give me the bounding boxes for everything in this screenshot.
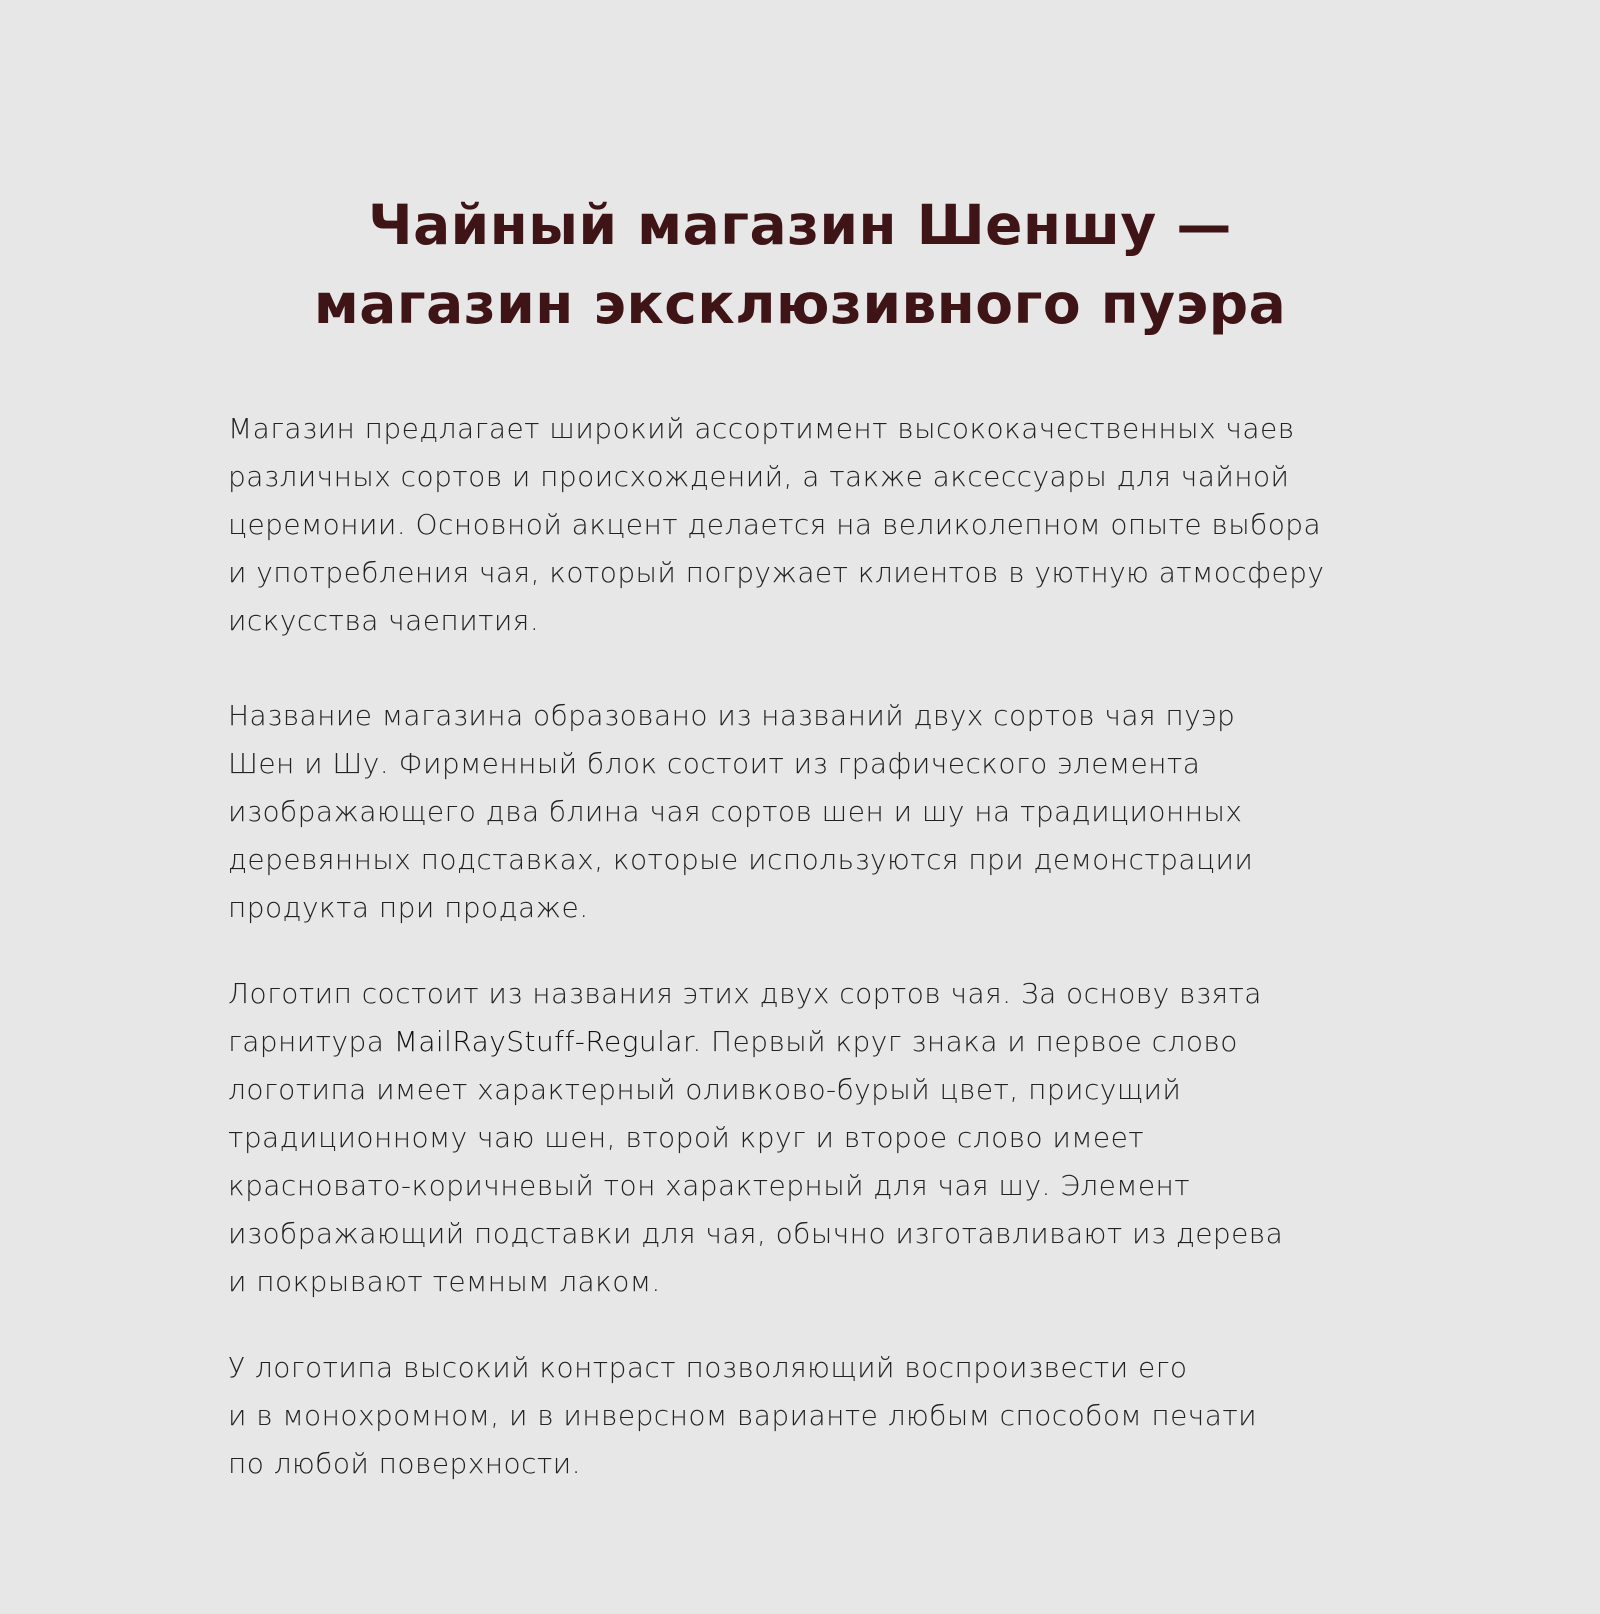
text-line: традиционному чаю шен, второй круг и второе слово имеет (228, 1121, 1145, 1154)
paragraph-contrast (228, 1344, 1408, 1488)
text-line: Магазин предлагает широкий ассортимент высококачественных чаев (228, 412, 1295, 445)
text-line: изображающего два блина чая сортов шен и шу на традиционных (228, 795, 1243, 828)
text-line: Шен и Шу. Фирменный блок состоит из графического элемента (228, 747, 1201, 780)
text-line (228, 1018, 1408, 1066)
paragraph-assortment (228, 405, 1408, 645)
text-line: красновато-коричневый тон характерный для чая шу. Элемент (228, 1169, 1191, 1202)
paragraph-spacer (228, 1306, 1408, 1344)
paragraph-spacer (228, 932, 1408, 970)
text-line: по любой поверхности. (228, 1447, 581, 1480)
text-line: и в монохромном, и в инверсном варианте любым способом печати (228, 1399, 1258, 1432)
text-line: деревянных подставках, которые используются при демонстрации (228, 843, 1254, 876)
page-title-line-1: Чайный магазин Шеншу — (368, 193, 1232, 257)
typeface-name: MailRayStuff-Regular (393, 1025, 693, 1058)
text-line: логотипа имеет характерный оливково-бурый цвет, присущий (228, 1073, 1182, 1106)
text-fragment: гарнитура (228, 1025, 394, 1058)
text-line: церемонии. Основной акцент делается на великолепном опыте выбора (228, 508, 1322, 541)
text-line: продукта при продаже. (228, 891, 589, 924)
page-title (0, 186, 1600, 344)
paragraph-name-origin (228, 692, 1408, 932)
text-fragment: . Первый круг знака и первое слово (692, 1025, 1238, 1058)
article-body (228, 405, 1408, 1488)
text-line: изображающий подставки для чая, обычно изготавливают из дерева (228, 1217, 1284, 1250)
text-line: У логотипа высокий контраст позволяющий воспроизвести его (228, 1351, 1188, 1384)
page-title-line-2: магазин эксклюзивного пуэра (313, 272, 1287, 336)
text-line: Логотип состоит из названия этих двух сортов чая. За основу взята (228, 977, 1262, 1010)
text-line: и покрывают темным лаком. (228, 1265, 661, 1298)
text-line: и употребления чая, который погружает клиентов в уютную атмосферу (228, 556, 1325, 589)
text-line: искусства чаепития. (228, 604, 540, 637)
text-line: различных сортов и происхождений, а также аксессуары для чайной (228, 460, 1290, 493)
text-line: Название магазина образовано из названий двух сортов чая пуэр (228, 699, 1236, 732)
paragraph-logo (228, 970, 1408, 1306)
paragraph-spacer (228, 645, 1408, 692)
